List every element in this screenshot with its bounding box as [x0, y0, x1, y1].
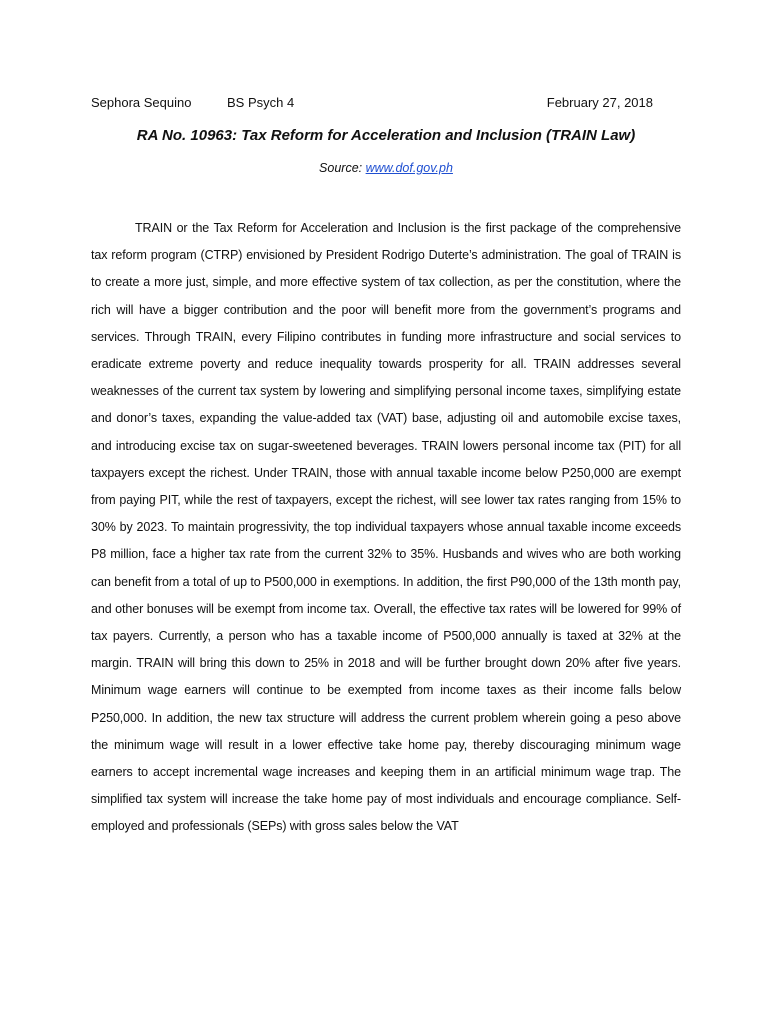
source-label: Source: [319, 161, 366, 175]
header-row [91, 94, 653, 112]
document-date: February 27, 2018 [546, 95, 653, 110]
source-link[interactable]: www.dof.gov.ph [365, 161, 453, 175]
body-paragraph: TRAIN or the Tax Reform for Acceleration and Inclusion is the first package of the comprehensive tax reform program (CTRP) envisioned by President Rodrigo Duterte’s administration. The goal of TRAIN is to create a more just, simple, and more effective system of tax collection, as per the constitution, where the rich will have a bigger contribution and the poor will benefit more from the government’s programs and services. Through TRAIN, every Filipino contributes in funding more infrastructure and social services to eradicate extreme poverty and reduce inequality towards prosperity for all. TRAIN addresses several weaknesses of the current tax system by lowering and simplifying personal income taxes, simplifying estate and donor’s taxes, expanding the value-added tax (VAT) base, adjusting oil and automobile excise taxes, and introducing excise tax on sugar-sweetened beverages. TRAIN lowers personal income tax (PIT) for all taxpayers except the richest. Under TRAIN, those with annual taxable income below P250,000 are exempt from paying PIT, while the rest of taxpayers, except the richest, will see lower tax rates ranging from 15% to 30% by 2023. To maintain progressivity, the top individual taxpayers whose annual taxable income exceeds P8 million, face a higher tax rate from the current 32% to 35%. Husbands and wives who are both working can benefit from a total of up to P500,000 in exemptions. In addition, the first P90,000 of the 13th month pay, and other bonuses will be exempt from income tax. Overall, the effective tax rates will be lowered for 99% of tax payers. Currently, a person who has a taxable income of P500,000 annually is taxed at 32% at the margin. TRAIN will bring this down to 25% in 2018 and will be further brought down 20% after five years. Minimum wage earners will continue to be exempted from income taxes as their income falls below P250,000. In addition, the new tax structure will address the current problem wherein going a peso above the minimum wage will result in a lower effective take home pay, thereby discouraging minimum wage earners to accept incremental wage increases and keeping them in an artificial minimum wage trap. The simplified tax system will increase the take home pay of most individuals and encourage compliance. Self-employed and professionals (SEPs) with gross sales below the VAT [91, 221, 681, 834]
source-line [91, 159, 681, 177]
document-title [91, 126, 681, 146]
title-ra-number: RA No. 10963 [136, 127, 233, 144]
title-rest: : Tax Reform for Acceleration and Inclusion (TRAIN Law) [232, 127, 636, 144]
course-label: BS Psych 4 [227, 95, 295, 110]
author-name: Sephora Sequino [91, 95, 192, 110]
